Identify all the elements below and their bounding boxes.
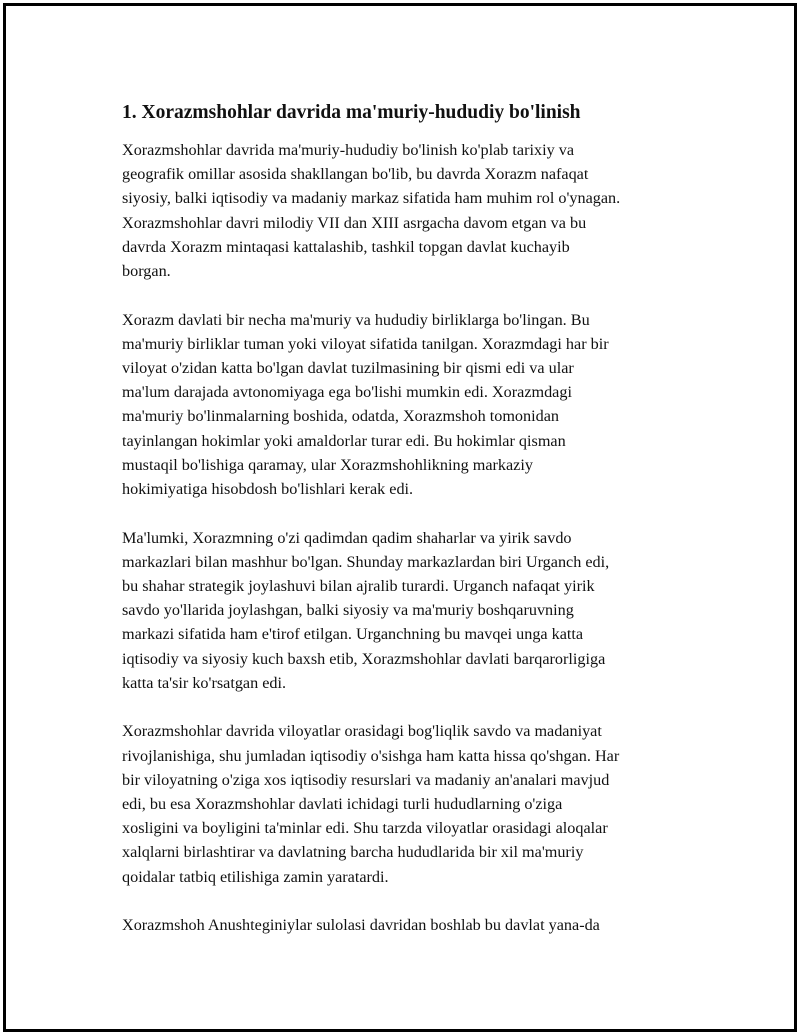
text-line: qoidalar tatbiq etilishiga zamin yaratardi.	[122, 867, 389, 886]
paragraph-3	[122, 526, 692, 695]
paragraph-2	[122, 308, 692, 502]
text-line: siyosiy, balki iqtisodiy va madaniy markaz sifatida ham muhim rol o'ynagan.	[122, 189, 621, 208]
paragraph-5	[122, 913, 692, 937]
text-line: Xorazmshohlar davrida viloyatlar orasidagi bog'liqlik savdo va madaniyat	[122, 722, 602, 741]
text-line: xalqlarni birlashtirar va davlatning barcha hududlarida bir xil ma'muriy	[122, 843, 584, 862]
text-line: ma'muriy birliklar tuman yoki viloyat sifatida tanilgan. Xorazmdagi har bir	[122, 334, 609, 353]
text-line: iqtisodiy va siyosiy kuch baxsh etib, Xorazmshohlar davlati barqarorligiga	[122, 649, 606, 668]
text-line: markazlari bilan mashhur bo'lgan. Shunday markazlardan biri Urganch edi,	[122, 552, 610, 571]
text-line: edi, bu esa Xorazmshohlar davlati ichidagi turli hududlarning o'ziga	[122, 795, 563, 814]
text-line: xosligini va boyligini ta'minlar edi. Shu tarzda viloyatlar orasidagi aloqalar	[122, 819, 608, 838]
text-line: geografik omillar asosida shakllangan bo'lib, bu davrda Xorazm nafaqat	[122, 165, 589, 184]
document-body	[122, 100, 692, 962]
text-line: viloyat o'zidan katta bo'lgan davlat tuzilmasining bir qismi edi va ular	[122, 359, 574, 378]
text-line: Xorazmshohlar davri milodiy VII dan XIII asrgacha davom etgan va bu	[122, 213, 587, 232]
text-line: markazi sifatida ham e'tirof etilgan. Urganchning bu mavqei unga katta	[122, 625, 584, 644]
paragraph-4	[122, 719, 692, 888]
text-line: savdo yo'llarida joylashgan, balki siyosiy va ma'muriy boshqaruvning	[122, 601, 574, 620]
text-line: borgan.	[122, 262, 171, 281]
text-line: bu shahar strategik joylashuvi bilan ajralib turardi. Urganch nafaqat yirik	[122, 577, 595, 596]
text-line: Ma'lumki, Xorazmning o'zi qadimdan qadim shaharlar va yirik savdo	[122, 528, 572, 547]
text-line: Xorazmshohlar davrida ma'muriy-hududiy bo'linish ko'plab tarixiy va	[122, 141, 575, 159]
text-line: katta ta'sir ko'rsatgan edi.	[122, 673, 287, 692]
paragraph-1	[122, 138, 692, 283]
text-line: Xorazm davlati bir necha ma'muriy va hududiy birliklarga bo'lingan. Bu	[122, 310, 590, 329]
text-line: ma'lum darajada avtonomiyaga ega bo'lishi mumkin edi. Xorazmdagi	[122, 383, 572, 402]
text-line: ma'muriy bo'linmalarning boshida, odatda, Xorazmshoh tomonidan	[122, 407, 559, 426]
text-line: hokimiyatiga hisobdosh bo'lishlari kerak edi.	[122, 480, 414, 499]
text-line: tayinlangan hokimlar yoki amaldorlar turar edi. Bu hokimlar qisman	[122, 431, 566, 450]
text-line: Xorazmshoh Anushteginiylar sulolasi davridan boshlab bu davlat yana-da	[122, 916, 600, 935]
text-line: mustaqil bo'lishiga qaramay, ular Xorazmshohlikning markaziy	[122, 455, 533, 474]
text-line: davrda Xorazm mintaqasi kattalashib, tashkil topgan davlat kuchayib	[122, 237, 570, 256]
text-line: bir viloyatning o'ziga xos iqtisodiy resurslari va madaniy an'analari mavjud	[122, 770, 610, 789]
text-line: rivojlanishiga, shu jumladan iqtisodiy o'sishga ham katta hissa qo'shgan. Har	[122, 746, 620, 765]
section-heading: 1. Xorazmshohlar davrida ma'muriy-hududiy bo'linish	[122, 102, 581, 123]
page-frame	[3, 3, 797, 1032]
